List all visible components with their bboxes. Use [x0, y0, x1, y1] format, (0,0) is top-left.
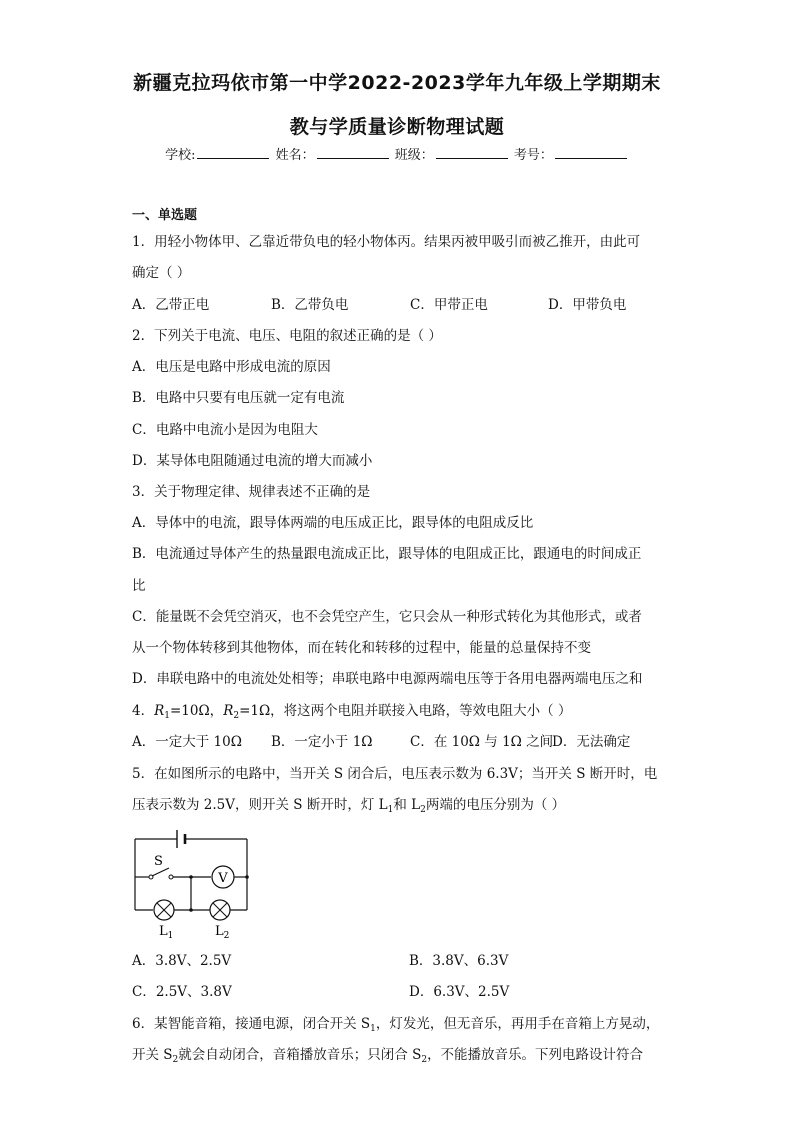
exam-title-line1: 新疆克拉玛依市第一中学2022-2023学年九年级上学期期末 — [133, 72, 661, 94]
q2-option-a: A．电压是电路中形成电流的原因 — [132, 359, 331, 375]
switch-label: S — [154, 854, 163, 869]
q6-line1-part-b: ，灯发光，但无音乐，再用手在音箱上方晃动， — [375, 1016, 660, 1032]
q3-option-c-line2: 从一个物体转移到其他物体，而在转化和转移的过程中，能量的总量保持不变 — [132, 640, 591, 656]
exam-number-blank[interactable] — [555, 146, 627, 159]
q4-number: 4． — [132, 703, 155, 719]
q4-option-b: B．一定小于 1Ω — [271, 734, 373, 750]
q5-options-row2 — [132, 983, 672, 1001]
q4-stem — [132, 702, 672, 720]
q1-stem-line1: 1．用轻小物体甲、乙靠近带负电的轻小物体丙。结果丙被甲吸引而被乙推开，由此可 — [132, 234, 641, 250]
lamp2-icon — [210, 900, 230, 920]
q6-line2-sub1: 2 — [172, 1055, 179, 1065]
q4-option-a: A．一定大于 10Ω — [132, 734, 242, 750]
q3-option-b-line1: B．电流通过导体产生的热量跟电流成正比，跟导体的电阻成正比，跟通电的时间成正 — [132, 546, 642, 562]
q4-r1-subscript: 1 — [164, 711, 170, 721]
name-label: 姓名： — [275, 148, 315, 163]
q2-option-c: C．电路中电流小是因为电阻大 — [132, 422, 318, 438]
q3-stem: 3．关于物理定律、规律表述不正确的是 — [132, 484, 371, 500]
q5-line2-part-a: 压表示数为 2.5V，则开关 S 断开时，灯 L — [132, 797, 388, 813]
q6-line2-part-c: ，不能播放音乐。下列电路设计符合 — [427, 1047, 644, 1063]
q2-option-d: D．某导体电阻随通过电流的增大而减小 — [132, 453, 373, 469]
q1-options — [132, 296, 672, 314]
q5-line2-sub1: 1 — [387, 805, 394, 815]
lamp1-label: $L_1$ — [159, 924, 174, 941]
q5-option-b: B．3.8V、6.3V — [409, 953, 509, 969]
q3-option-d: D．串联电路中的电流处处相等；串联电路中电源两端电压等于各用电器两端电压之和 — [132, 671, 643, 687]
name-blank[interactable] — [317, 146, 389, 159]
q1-stem-line2: 确定（ ） — [132, 265, 191, 281]
q4-option-c: C．在 10Ω 与 1Ω 之间 — [410, 734, 554, 750]
q2-stem: 2．下列关于电流、电压、电阻的叙述正确的是（ ） — [132, 328, 442, 344]
q6-line2-part-b: 就会自动闭合，音箱播放音乐；只闭合 S — [178, 1047, 422, 1063]
q1-option-d: D．甲带负电 — [548, 297, 627, 313]
q6-line2-sub2: 2 — [421, 1055, 428, 1065]
q6-stem-line2 — [132, 1046, 672, 1064]
q4-r2-subscript: 2 — [233, 711, 240, 721]
q4-r1-value: =10Ω， — [170, 703, 224, 719]
q5-option-c: C．2.5V、3.8V — [132, 984, 232, 1000]
q5-options-row1 — [132, 952, 672, 970]
q4-r2-symbol: R — [223, 703, 234, 719]
q6-line1-part-a: 6．某智能音箱，接通电源，闭合开关 S — [132, 1016, 371, 1032]
junction-dot-2 — [245, 875, 249, 879]
school-label: 学校: — [165, 148, 196, 163]
school-blank[interactable] — [197, 146, 269, 159]
q2-option-b: B．电路中只要有电压就一定有电流 — [132, 390, 345, 406]
q5-line2-part-b: 和 L — [393, 797, 421, 813]
q5-stem-line1: 5．在如图所示的电路中，当开关 S 闭合后，电压表示数为 6.3V；当开关 S 断开时，电 — [132, 766, 658, 782]
q4-rest: =1Ω，将这两个电阻并联接入电路，等效电阻大小（ ） — [239, 703, 572, 719]
q3-option-c-line1: C．能量既不会凭空消灭，也不会凭空产生，它只会从一种形式转化为其他形式，或者 — [132, 609, 642, 625]
q4-r1-symbol: R — [154, 703, 165, 719]
q3-option-b-line2: 比 — [132, 578, 146, 594]
q3-option-a: A．导体中的电流，跟导体两端的电压成正比，跟导体的电阻成反比 — [132, 515, 534, 531]
q5-option-a: A．3.8V、2.5V — [132, 953, 232, 969]
exam-number-label: 考号： — [513, 148, 553, 163]
q1-option-a: A．乙带正电 — [132, 297, 210, 313]
student-info-row — [0, 144, 794, 163]
q6-stem-line1 — [132, 1015, 672, 1033]
q5-line2-sub2: 2 — [420, 805, 426, 815]
voltmeter-label: V — [218, 871, 228, 886]
lamp2-label: $L_2$ — [215, 924, 230, 941]
q1-option-c: C．甲带正电 — [410, 297, 488, 313]
q5-stem-line2 — [132, 796, 672, 814]
exam-title-line2: 教与学质量诊断物理试题 — [289, 116, 505, 138]
q5-circuit-diagram — [125, 822, 260, 942]
q6-line2-part-a: 开关 S — [132, 1047, 173, 1063]
switch-blade — [152, 868, 169, 876]
q5-option-d: D．6.3V、2.5V — [409, 984, 510, 1000]
section-single-choice: 一、单选题 — [132, 208, 198, 223]
switch-contact-right — [169, 875, 173, 879]
lamp1-icon — [154, 900, 174, 920]
class-label: 班级： — [394, 148, 434, 163]
q4-option-d: D．无法确定 — [552, 734, 631, 750]
class-blank[interactable] — [436, 146, 508, 159]
q4-options — [132, 733, 672, 751]
q1-option-b: B．乙带负电 — [271, 297, 349, 313]
q6-line1-sub: 1 — [370, 1024, 376, 1034]
q5-line2-part-c: 两端的电压分别为（ ） — [425, 797, 566, 813]
